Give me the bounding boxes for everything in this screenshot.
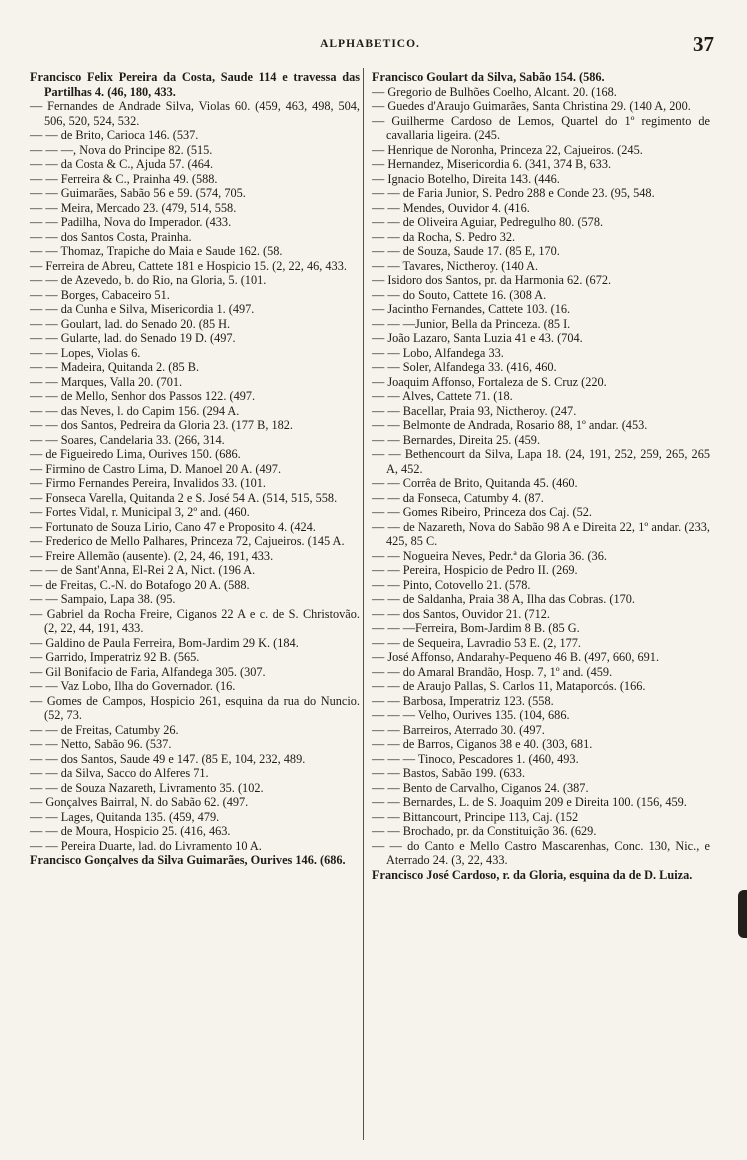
directory-entry: — — Bastos, Sabão 199. (633. [372, 766, 526, 780]
directory-entry: — — Barreiros, Aterrado 30. (497. [372, 722, 545, 737]
page-edge-smudge [738, 890, 747, 938]
directory-entry: — — de Sequeira, Lavradio 53 E. (2, 177. [372, 635, 581, 650]
directory-entry: Francisco Felix Pereira da Costa, Saude 114 e travessa das Partilhas 4. (46, 180, 433. [30, 70, 360, 99]
directory-entry: — — Pereira, Hospicio de Pedro II. (269. [372, 563, 578, 577]
directory-entry: — — Guimarães, Sabão 56 e 59. (574, 705. [30, 186, 246, 200]
directory-entry: — — da Fonseca, Catumby 4. (87. [372, 490, 544, 505]
directory-entry: — — dos Santos, Ouvidor 21. (712. [372, 606, 550, 621]
directory-entry: — Garrido, Imperatriz 92 B. (565. [30, 650, 200, 664]
directory-entry: — — — Tinoco, Pescadores 1. (460, 493. [372, 751, 579, 766]
directory-entry: — — Corrêa de Brito, Quitanda 45. (460. [372, 476, 578, 490]
directory-entry: — — Bacellar, Praia 93, Nictheroy. (247. [372, 403, 577, 418]
directory-entry: — — Goulart, lad. do Senado 20. (85 H. [30, 316, 231, 331]
directory-entry: — — de Sant'Anna, El-Rei 2 A, Nict. (196 A. [30, 563, 256, 577]
directory-entry: Francisco Gonçalves da Silva Guimarães, Ourives 146. (686. [30, 853, 346, 867]
directory-entry: — — — Velho, Ourives 135. (104, 686. [372, 708, 570, 722]
directory-entry: — — —, Nova do Principe 82. (515. [30, 142, 213, 157]
directory-entry: — Firmo Fernandes Pereira, Invalidos 33. (101. [30, 476, 266, 490]
directory-entry: — — de Brito, Carioca 146. (537. [30, 128, 199, 142]
directory-entry: — — Bethencourt da Silva, Lapa 18. (24, 191, 252, 259, 265, 265 A, 452. [372, 447, 710, 476]
directory-entry: — Ferreira de Abreu, Cattete 181 e Hospicio 15. (2, 22, 46, 433. [30, 258, 347, 273]
directory-entry: — — da Costa & C., Ajuda 57. (464. [30, 157, 214, 171]
directory-entry: — Henrique de Noronha, Princeza 22, Cajueiros. (245. [372, 142, 643, 157]
directory-entry: — — de Freitas, Catumby 26. [30, 722, 179, 737]
directory-entry: — Gregorio de Bulhões Coelho, Alcant. 20. (168. [372, 84, 617, 99]
directory-entry: — — de Saldanha, Praia 38 A, Ilha das Cobras. (170. [372, 592, 635, 606]
directory-entry: — — de Souza Nazareth, Livramento 35. (102. [30, 780, 264, 795]
directory-entry: — — Soares, Candelaria 33. (266, 314. [30, 432, 225, 447]
directory-entry: — Firmino de Castro Lima, D. Manoel 20 A. (497. [30, 461, 282, 476]
directory-entry: — Joaquim Affonso, Fortaleza de S. Cruz (220. [372, 374, 607, 389]
directory-entry: — — Pereira Duarte, lad. do Livramento 10 A. [30, 838, 262, 853]
directory-entry: — — Gomes Ribeiro, Princeza dos Caj. (52. [372, 505, 592, 519]
directory-entry: — Frederico de Mello Palhares, Princeza 72, Cajueiros. (145 A. [30, 534, 345, 548]
directory-entry: — Fonseca Varella, Quitanda 2 e S. José 54 A. (514, 515, 558. [30, 490, 338, 505]
directory-entry: — — Mendes, Ouvidor 4. (416. [372, 200, 530, 215]
directory-entry: — Jacintho Fernandes, Cattete 103. (16. [372, 302, 571, 316]
directory-entry: Francisco Goulart da Silva, Sabão 154. (586. [372, 70, 605, 84]
directory-entry: — — Thomaz, Trapiche do Maia e Saude 162. (58. [30, 244, 283, 258]
directory-entry: — — —Junior, Bella da Princeza. (85 I. [372, 316, 571, 331]
directory-entry: — — de Araujo Pallas, S. Carlos 11, Mataporcós. (166. [372, 679, 646, 693]
directory-entry: — Isidoro dos Santos, pr. da Harmonia 62. (672. [372, 273, 612, 287]
directory-entry: — — de Oliveira Aguiar, Pedregulho 80. (578. [372, 215, 604, 229]
directory-entry: — — Vaz Lobo, Ilha do Governador. (16. [30, 679, 236, 693]
directory-entry: — — Marques, Valla 20. (701. [30, 374, 183, 389]
directory-entry: — — —Ferreira, Bom-Jardim 8 B. (85 G. [372, 621, 580, 635]
directory-entry: — — da Silva, Sacco do Alferes 71. [30, 766, 209, 780]
directory-entry: — — de Mello, Senhor dos Passos 122. (497. [30, 389, 256, 403]
directory-entry: — Fortes Vidal, r. Municipal 3, 2º and. (460. [30, 505, 250, 519]
directory-entry: — — do Canto e Mello Castro Mascarenhas, Conc. 130, Nic., e Aterrado 24. (3, 22, 433. [372, 838, 710, 867]
directory-entry: — — Nogueira Neves, Pedr.ª da Gloria 36. (36. [372, 548, 607, 563]
directory-entry: — — Belmonte de Andrada, Rosario 88, 1º andar. (453. [372, 418, 648, 432]
directory-entry: — — Lopes, Violas 6. [30, 345, 141, 360]
directory-entry: — — Sampaio, Lapa 38. (95. [30, 592, 176, 606]
directory-entry: — — Ferreira & C., Prainha 49. (588. [30, 171, 218, 186]
directory-entry: — — Barbosa, Imperatriz 123. (558. [372, 693, 554, 708]
page-number: 37 [693, 32, 714, 56]
column-divider [363, 68, 364, 1140]
directory-entry: — — de Azevedo, b. do Rio, na Gloria, 5. (101. [30, 273, 267, 287]
directory-entry: — — Meira, Mercado 23. (479, 514, 558. [30, 200, 237, 215]
directory-entry: — Fortunato de Souza Lirio, Cano 47 e Proposito 4. (424. [30, 519, 316, 534]
directory-entry: — — Lobo, Alfandega 33. [372, 345, 504, 360]
left-column [30, 70, 360, 868]
directory-entry: — — Borges, Cabaceiro 51. [30, 287, 170, 302]
directory-entry: — — Soler, Alfandega 33. (416, 460. [372, 360, 557, 374]
directory-entry: — de Figueiredo Lima, Ourives 150. (686. [30, 447, 241, 461]
running-title: ALPHABETICO. [320, 38, 420, 50]
directory-entry: — — Netto, Sabão 96. (537. [30, 737, 172, 751]
directory-entry: — — Madeira, Quitanda 2. (85 B. [30, 360, 200, 374]
directory-entry: — — Bernardes, L. de S. Joaquim 209 e Direita 100. (156, 459. [372, 795, 687, 809]
directory-entry: — — Lages, Quitanda 135. (459, 479. [30, 809, 220, 824]
directory-entry: — Guilherme Cardoso de Lemos, Quartel do 1º regimento de cavallaria ligeira. (245. [372, 113, 710, 142]
directory-entry: — — de Nazareth, Nova do Sabão 98 A e Direita 22, 1º andar. (233, 425, 85 C. [372, 519, 710, 548]
directory-entry: — — Alves, Cattete 71. (18. [372, 389, 513, 403]
right-column [372, 70, 710, 882]
directory-entry: — João Lazaro, Santa Luzia 41 e 43. (704. [372, 331, 583, 345]
directory-entry: — — de Moura, Hospicio 25. (416, 463. [30, 824, 231, 838]
directory-entry: — de Freitas, C.-N. do Botafogo 20 A. (588. [30, 577, 250, 592]
directory-entry: — Gonçalves Bairral, N. do Sabão 62. (497. [30, 795, 249, 809]
directory-entry: — — dos Santos Costa, Prainha. [30, 229, 192, 244]
directory-entry: — — dos Santos, Saude 49 e 147. (85 E, 104, 232, 489. [30, 751, 306, 766]
directory-entry: — — Gularte, lad. do Senado 19 D. (497. [30, 331, 236, 345]
directory-entry: — — de Souza, Saude 17. (85 E, 170. [372, 244, 560, 258]
directory-entry: — — Tavares, Nictheroy. (140 A. [372, 258, 539, 273]
directory-entry: — — de Barros, Ciganos 38 e 40. (303, 681. [372, 737, 593, 751]
directory-entry: — — Padilha, Nova do Imperador. (433. [30, 215, 232, 229]
directory-entry: — — Brochado, pr. da Constituição 36. (629. [372, 824, 597, 838]
directory-entry: — Galdino de Paula Ferreira, Bom-Jardim 29 K. (184. [30, 635, 299, 650]
directory-entry: — — de Faria Junior, S. Pedro 288 e Conde 23. (95, 548. [372, 186, 655, 200]
directory-entry: — — Bittancourt, Principe 113, Caj. (152 [372, 809, 579, 824]
directory-entry: Francisco José Cardoso, r. da Gloria, esquina da de D. Luiza. [372, 867, 693, 882]
directory-entry: — José Affonso, Andarahy-Pequeno 46 B. (497, 660, 691. [372, 650, 660, 664]
directory-entry: — Gabriel da Rocha Freire, Ciganos 22 A e c. de S. Christovão. (2, 22, 44, 191, 433. [30, 606, 360, 635]
directory-entry: — — Bento de Carvalho, Ciganos 24. (387. [372, 780, 589, 795]
page-header [40, 32, 714, 62]
directory-entry: — — do Amaral Brandão, Hosp. 7, 1º and. (459. [372, 664, 613, 679]
directory-entry: — — Bernardes, Direita 25. (459. [372, 432, 541, 447]
directory-entry: — Fernandes de Andrade Silva, Violas 60. (459, 463, 498, 504, 506, 520, 524, 532. [30, 99, 360, 128]
directory-entry: — — do Souto, Cattete 16. (308 A. [372, 287, 547, 302]
directory-entry: — Gomes de Campos, Hospicio 261, esquina da rua do Nuncio. (52, 73. [30, 693, 360, 722]
directory-entry: — Freire Allemão (ausente). (2, 24, 46, 191, 433. [30, 548, 274, 563]
directory-entry: — Ignacio Botelho, Direita 143. (446. [372, 171, 560, 186]
directory-entry: — — dos Santos, Pedreira da Gloria 23. (177 B, 182. [30, 418, 293, 432]
directory-entry: — — da Rocha, S. Pedro 32. [372, 229, 516, 244]
directory-entry: — Gil Bonifacio de Faria, Alfandega 305. (307. [30, 664, 266, 679]
directory-entry: — — Pinto, Cotovello 21. (578. [372, 577, 531, 592]
directory-entry: — Guedes d'Araujo Guimarães, Santa Christina 29. (140 A, 200. [372, 99, 691, 113]
directory-entry: — — das Neves, l. do Capim 156. (294 A. [30, 403, 240, 418]
directory-entry: — Hernandez, Misericordia 6. (341, 374 B, 633. [372, 157, 612, 171]
directory-entry: — — da Cunha e Silva, Misericordia 1. (497. [30, 302, 255, 316]
